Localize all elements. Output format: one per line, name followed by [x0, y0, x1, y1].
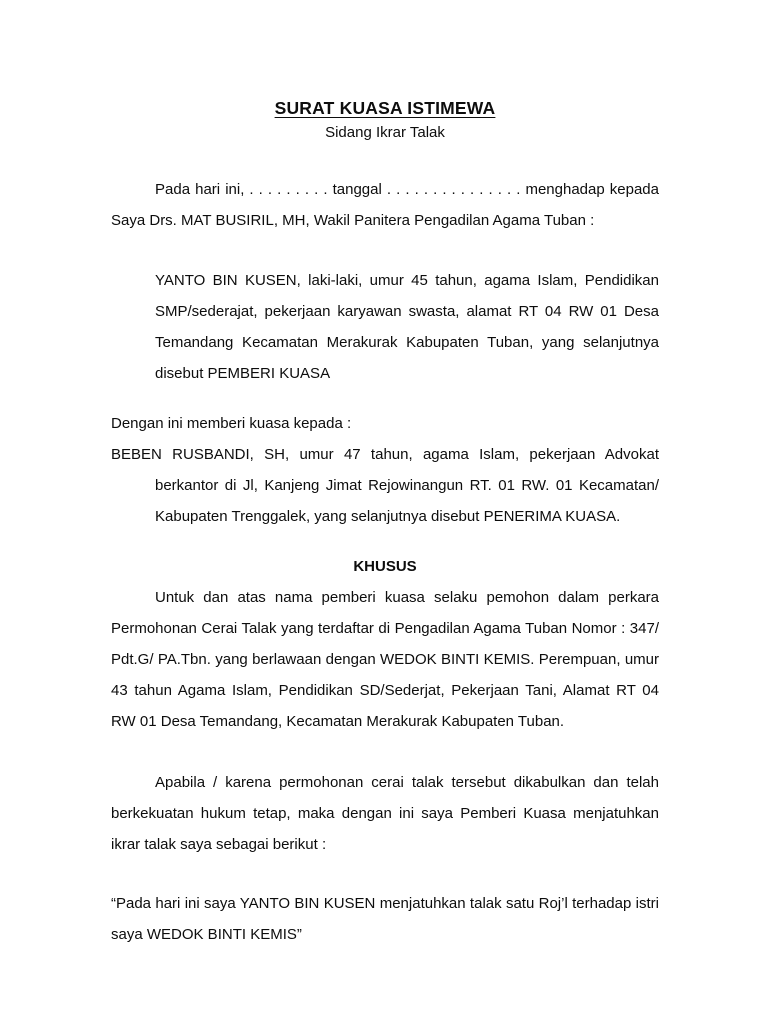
opening-paragraph: Pada hari ini, . . . . . . . . . tanggal . . . . . . . . . . . . . . . menghadap kepada Saya Drs. MAT BUSIRIL, MH, Wakil Panitera Pengadilan Agama Tuban :: [111, 181, 659, 230]
spacer-before-khusus: [111, 532, 659, 551]
document-content: [111, 98, 659, 950]
spacer-before-grant-intro: [111, 389, 659, 408]
talak-quote-paragraph: “Pada hari ini saya YANTO BIN KUSEN menjatuhkan talak satu Roj’l terhadap istri saya WEDOK BINTI KEMIS”: [111, 895, 659, 944]
condition-paragraph: Apabila / karena permohonan cerai talak tersebut dikabulkan dan telah berkekuatan hukum tetap, maka dengan ini saya Pemberi Kuasa menjatuhkan ikrar talak saya sebagai berikut :: [111, 774, 659, 854]
spacer-before-condition: [111, 737, 659, 767]
spacer-after-title: [111, 142, 659, 174]
khusus-heading: KHUSUS: [353, 558, 417, 576]
grantor-block: YANTO BIN KUSEN, laki-laki, umur 45 tahun, agama Islam, Pendidikan SMP/sederajat, pekerjaan karyawan swasta, alamat RT 04 RW 01 Desa Temandang Kecamatan Merakurak Kabupaten Tuban, yang selanjutnya disebut PEMBERI KUASA: [155, 272, 659, 383]
grant-intro-line: Dengan ini memberi kuasa kepada :: [111, 415, 352, 433]
page-subtitle: Sidang Ikrar Talak: [325, 123, 445, 141]
spacer-before-quote: [111, 860, 659, 888]
spacer-before-grantor: [111, 236, 659, 265]
khusus-body-paragraph: Untuk dan atas nama pemberi kuasa selaku pemohon dalam perkara Permohonan Cerai Talak yang terdaftar di Pengadilan Agama Tuban Nomor : 347/ Pdt.G/ PA.Tbn. yang berlawaan dengan WEDOK BINTI KEMIS. Perempuan, umur 43 tahun Agama Islam, Pendidikan SD/Sederjat, Pekerjaan Tani, Alamat RT 04 RW 01 Desa Temandang, Kecamatan Merakurak Kabupaten Tuban.: [111, 589, 659, 731]
page-title: [111, 98, 659, 120]
grantee-block: BEBEN RUSBANDI, SH, umur 47 tahun, agama Islam, pekerjaan Advokat berkantor di Jl, Kanjeng Jimat Rejowinangun RT. 01 RW. 01 Kecamatan/ Kabupaten Trenggalek, yang selanjutnya disebut PENERIMA KUASA.: [111, 446, 659, 526]
page-title-text: SURAT KUASA ISTIMEWA: [274, 98, 496, 118]
